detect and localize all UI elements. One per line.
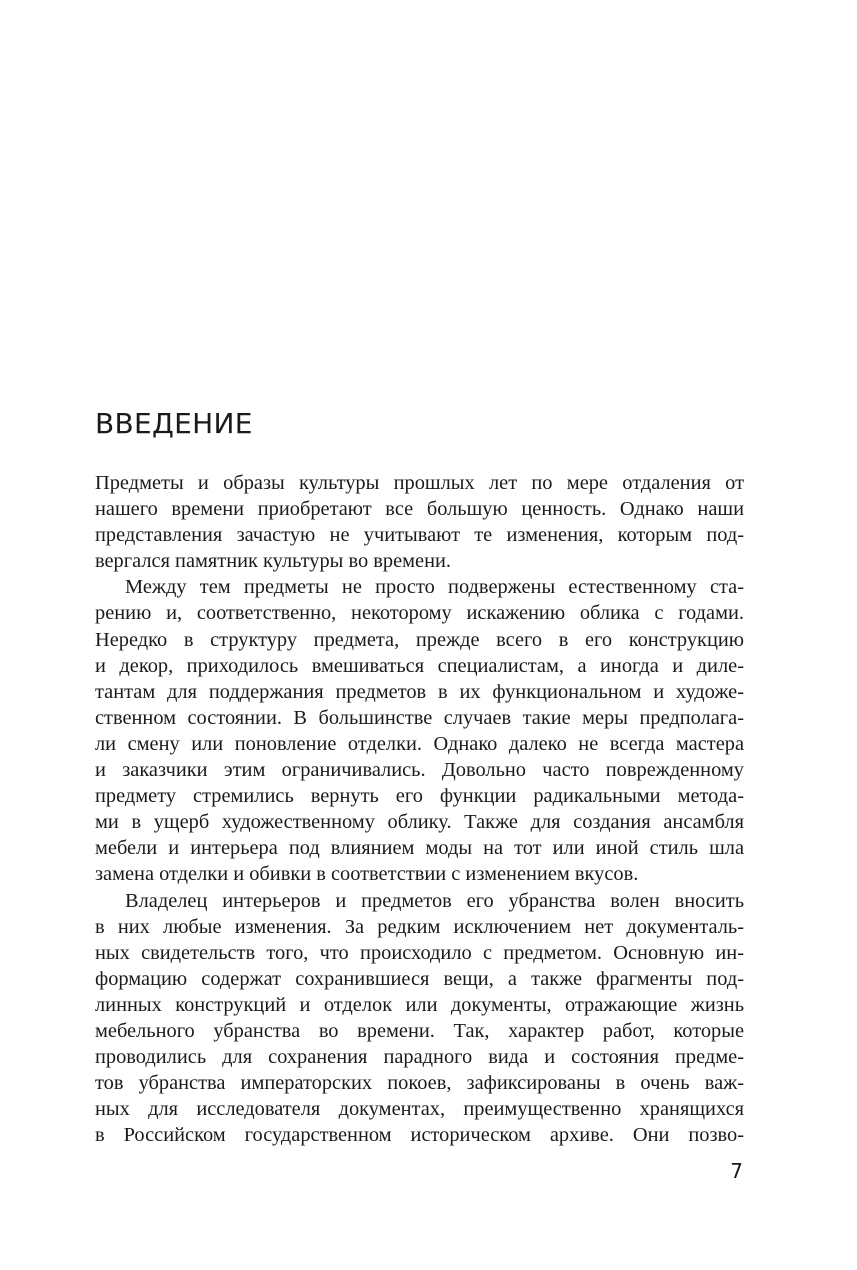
paragraph <box>95 574 744 887</box>
body-text <box>95 470 744 1148</box>
text-line: проводились для сохранения парадного вида и состояния предме- <box>95 1046 744 1069</box>
paragraph <box>95 470 744 574</box>
text-line: тов убранства императорских покоев, зафиксированы в очень важ- <box>95 1072 744 1095</box>
text-line: и декор, приходилось вмешиваться специалистам, а иногда и диле- <box>95 654 744 677</box>
text-line: ных для исследователя документах, преимущественно хранящихся <box>95 1098 744 1121</box>
text-line: тантам для поддержания предметов в их функциональном и художе- <box>95 680 744 703</box>
text-line: ственном состоянии. В большинстве случаев такие меры предполага- <box>95 706 744 729</box>
text-line: предмету стремились вернуть его функции радикальными метода- <box>95 785 744 808</box>
text-line: мебельного убранства во времени. Так, характер работ, которые <box>95 1019 744 1042</box>
text-line: ми в ущерб художественному облику. Также для создания ансамбля <box>95 811 744 834</box>
text-line: замена отделки и обивки в соответствии с изменением вкусов. <box>95 863 639 886</box>
text-line: ли смену или поновление отделки. Однако далеко не всегда мастера <box>95 732 744 755</box>
page-number: 7 <box>730 1159 743 1183</box>
text-line: ных свидетельств того, что происходило с предметом. Основную ин- <box>95 941 744 964</box>
text-line: Между тем предметы не просто подвержены естественному ста- <box>125 576 744 599</box>
text-line: Владелец интерьеров и предметов его убранства волен вносить <box>125 889 744 912</box>
text-line: линных конструкций и отделок или документы, отражающие жизнь <box>95 993 744 1016</box>
text-line: нашего времени приобретают все большую ценность. Однако наши <box>95 498 744 521</box>
text-line: Предметы и образы культуры прошлых лет по мере отдаления от <box>95 472 744 494</box>
text-line: вергался памятник культуры во времени. <box>95 550 452 573</box>
paragraph <box>95 888 744 1149</box>
text-line: формацию содержат сохранившиеся вещи, а также фрагменты под- <box>95 967 744 990</box>
text-line: в Российском государственном историческом архиве. Они позво- <box>95 1124 744 1147</box>
text-line: мебели и интерьера под влиянием моды на тот или иной стиль шла <box>95 837 744 860</box>
text-line: и заказчики этим ограничивались. Довольно часто поврежденному <box>95 759 744 782</box>
text-line: представления зачастую не учитывают те изменения, которым под- <box>95 524 744 547</box>
text-line: в них любые изменения. За редким исключением нет документаль- <box>95 915 744 938</box>
chapter-heading: ВВЕДЕНИЕ <box>95 407 253 440</box>
text-line: Нередко в структуру предмета, прежде всего в его конструкцию <box>95 628 744 651</box>
text-line: рению и, соответственно, некоторому искажению облика с годами. <box>95 602 744 625</box>
